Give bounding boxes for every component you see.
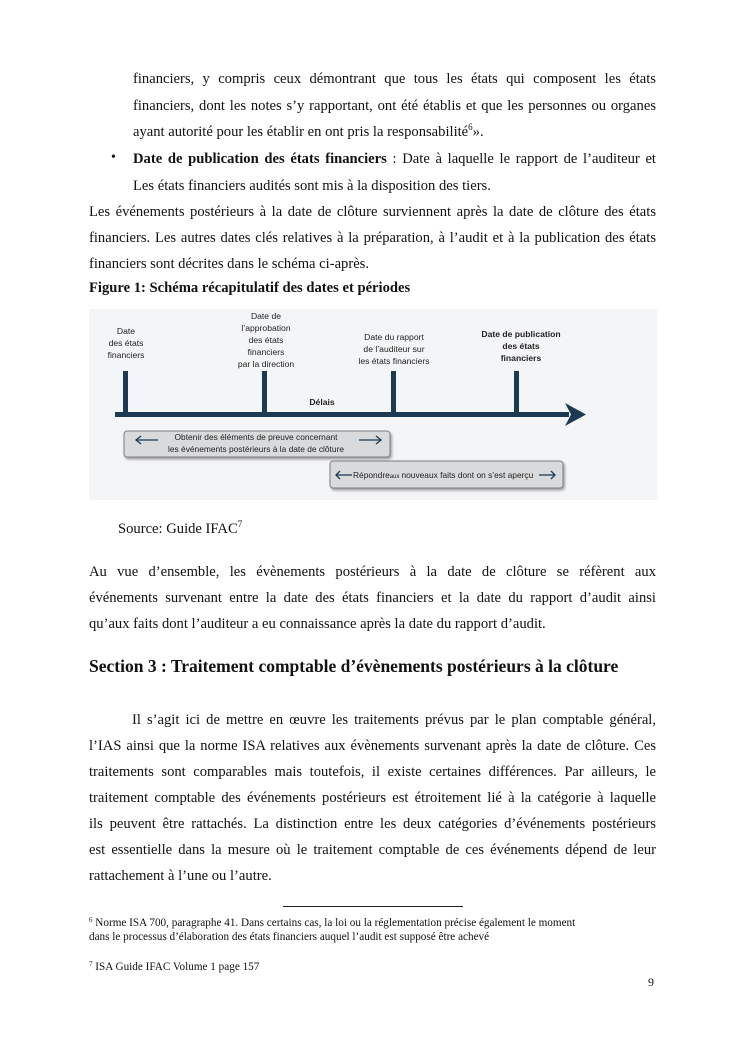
tick-date-etats: [123, 371, 128, 413]
footnote-6: $^6$ Norme ISA 700, paragraphe 41. Dans certains cas, la loi ou la réglementation précise également le moment: [89, 916, 576, 929]
tick-date-publication: [514, 371, 519, 413]
section-3-line-6: est essentielle dans la mesure où le traitement comptable de ces événements dépend de leur: [89, 842, 656, 858]
continuation-line-3: ayant autorité pour les établir en ont pris la responsabilité$^6$».: [133, 122, 484, 140]
footnote-7: $^7$ ISA Guide IFAC Volume 1 page 157: [89, 960, 260, 973]
svg-text:Répondreauxnouveaux faits dont: Répondreaux nouveaux faits dont on s’est aperçu: [353, 470, 534, 480]
continuation-line-1: financiers, y compris ceux démontrant que tous les états qui composent les états: [133, 71, 656, 87]
continuation-line-2: financiers, dont les notes s’y rapportant, ont été établis et que les personnes ou organes: [133, 98, 656, 114]
page-number: 9: [648, 975, 654, 989]
bullet-line-1: Date de publication des états financiers : Date à laquelle le rapport de l’auditeur et: [133, 151, 656, 167]
summary-line-3: qu’aux faits dont l’auditeur a eu connaissance après la date du rapport d’audit.: [89, 616, 546, 632]
svg-text:Obtenir des éléments de preuve: Obtenir des éléments de preuve concernant: [174, 432, 338, 442]
section-3-line-4: traitement comptable des événements postérieurs est étroitement lié à la catégorie à laquelle: [89, 790, 656, 806]
intro-line-3: financiers sont décrites dans le schéma ci-après.: [89, 256, 370, 272]
label-date-etats-financiers: Date des états financiers: [107, 326, 145, 360]
tick-date-approbation: [262, 371, 267, 413]
section-3-line-7: rattachement à l’une ou l’autre.: [89, 868, 272, 884]
timeline-axis: [115, 371, 586, 426]
section-3-title: Section 3 : Traitement comptable d’évènements postérieurs à la clôture: [89, 656, 619, 676]
timeline-line: [115, 412, 569, 417]
summary-line-1: Au vue d’ensemble, les évènements postérieurs à la date de clôture se réfèrent aux: [89, 564, 656, 580]
bullet-icon: •: [111, 150, 116, 165]
section-3-line-2: l’IAS ainsi que la norme ISA relatives aux évènements survenant après la date de clôture. Ces: [89, 738, 656, 754]
section-3-line-3: traitements sont comparables mais toutefois, il existe certaines différences. Par ailleurs, le: [89, 764, 656, 780]
delais-label: Délais: [309, 397, 335, 407]
footnote-6-continued: dans le processus d’élaboration des états financiers auquel l’audit est supposé être achevé: [89, 931, 490, 943]
intro-line-1: Les événements postérieurs à la date de clôture surviennent après la date de clôture des états: [89, 204, 656, 220]
label-date-approbation: Date de l’approbation des états financiers par la direction: [237, 311, 295, 369]
label-date-rapport-auditeur: Date du rapport de l’auditeur sur les états financiers: [358, 332, 430, 366]
figure-source: Source: Guide IFAC$^7$: [118, 519, 243, 537]
label-date-publication: Date de publication des états financiers: [481, 329, 561, 363]
summary-line-2: événements survenant entre la date des états financiers et la date du rapport d’audit ainsi: [89, 590, 656, 606]
box-repondre-nouveaux-faits: [330, 461, 563, 488]
timeline-figure: [89, 309, 657, 500]
footnote-ref-6[interactable]: 6: [468, 122, 473, 132]
tick-date-rapport: [391, 371, 396, 413]
bullet-line-2: Les états financiers audités sont mis à la disposition des tiers.: [133, 178, 491, 194]
bullet-term: Date de publication des états financiers: [133, 151, 387, 167]
intro-line-2: financiers. Les autres dates clés relatives à la préparation, à l’audit et à la publication des états: [89, 230, 656, 246]
svg-text:les événements postérieurs à l: les événements postérieurs à la date de clôture: [168, 444, 344, 454]
figure-caption: Figure 1: Schéma récapitulatif des dates et périodes: [89, 280, 411, 296]
footnote-separator: [283, 906, 463, 907]
section-3-line-1: Il s’agit ici de mettre en œuvre les traitements prévus par le plan comptable général,: [132, 712, 656, 728]
timeline-diagram: [89, 309, 657, 500]
box-obtenir-preuves: [124, 431, 390, 457]
footnote-ref-7[interactable]: 7: [237, 519, 243, 529]
section-3-line-5: ils peuvent être rattachés. La distinction entre les deux catégories d’événements postérieurs: [89, 816, 656, 832]
